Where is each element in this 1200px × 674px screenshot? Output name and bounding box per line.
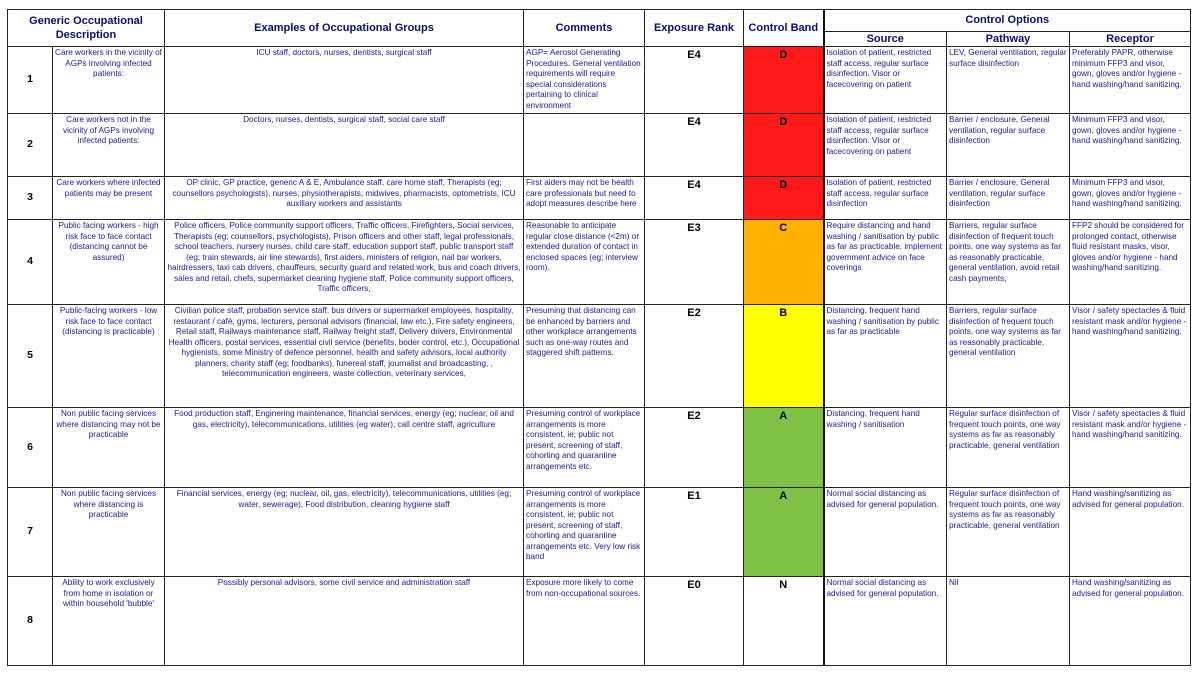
row-number: 6	[8, 408, 53, 488]
source-control: Distancing, frequent hand washing / sanitisation	[824, 408, 947, 488]
table-row	[8, 114, 1191, 177]
source-control: Require distancing and hand washing / sanitisation by public as far as practicable, implement government advice on face coverings	[824, 220, 947, 305]
occupational-groups: Civilian police staff, probation service staff, bus drivers or supermarket employees, hospitality, restaurant / café, gyms, lecturers, personal advisors (financial, law etc.), Fire safety engineers, Retail staff, Railways maintenance staff, Railway freight staff, Delivery drivers, Environmental Health officers, postal services, essential civil service (benefits, boder control, etc.), Occupational hygienists, some Ministry of defence personnel, health and safety advisors, local authority planners, charity staff (eg; foodbanks), funereal staff, journalist and broadcasting, , telecommunication engineers, waste collection, veterinary services,	[165, 305, 524, 408]
control-band: B	[744, 305, 824, 408]
occupational-description: Non public facing services where distancing may not be practicable	[53, 408, 165, 488]
pathway-control: Barriers, regular surface disinfection of frequent touch points, one way systems as far as reasonably practicable, general ventilation	[947, 305, 1070, 408]
control-band: D	[744, 114, 824, 177]
table-row	[8, 177, 1191, 220]
exposure-rank: E3	[645, 220, 744, 305]
header-control-options: Control Options	[824, 10, 1191, 32]
header-exposure-rank: Exposure Rank	[645, 10, 744, 47]
comments-cell: AGP= Aerosol Generating Procedures. General ventilation requirements will require special considerations pertaining to clinical environment	[524, 47, 645, 114]
row-number: 1	[8, 47, 53, 114]
comments-cell: Reasonable to anticipate regular close distance (<2m) or extended duration of contact in enclosed spaces (eg; interview room).	[524, 220, 645, 305]
receptor-control: Preferably PAPR, otherwise minimum FFP3 and visor, gown, gloves and/or hygiene - hand washing/hand sanitizing.	[1070, 47, 1191, 114]
row-number: 4	[8, 220, 53, 305]
occupational-groups: ICU staff, doctors, nurses, dentists, surgical staff	[165, 47, 524, 114]
control-band: D	[744, 177, 824, 220]
comments-cell	[524, 114, 645, 177]
comments-cell: Presuming control of workplace arrangements is more consistent, ie; public not present, screening of staff, cohorting and quarantine arrangements etc.	[524, 408, 645, 488]
header-pathway: Pathway	[947, 32, 1070, 47]
comments-cell: First aiders may not be health care professionals but need to adopt measures describe here	[524, 177, 645, 220]
exposure-rank: E2	[645, 408, 744, 488]
row-number: 8	[8, 577, 53, 666]
table-row	[8, 47, 1191, 114]
occupational-description: Public facing workers - high risk face to face contact (distancing cannot be assured)	[53, 220, 165, 305]
receptor-control: Minimum FFP3 and visor, gown, gloves and/or hygiene - hand washing/hand sanitizing.	[1070, 177, 1191, 220]
exposure-rank: E1	[645, 488, 744, 577]
pathway-control: Barrier / enclosure, General ventilation, regular surface disinfection	[947, 177, 1070, 220]
header-description: Generic Occupational Description	[8, 10, 165, 47]
comments-cell: Presuming that distancing can be enhanced by barriers and other workplace arrangements such as one-way routes and staggered shift patterns.	[524, 305, 645, 408]
pathway-control: LEV, General ventilation, regular surface disinfection	[947, 47, 1070, 114]
row-number: 3	[8, 177, 53, 220]
occupational-groups: Food production staff, Enginering maintenance, financial services, energy (eg; nuclear, oil and gas, electricity), telecommunications, utilities (eg water), call centre staff, agriculture	[165, 408, 524, 488]
control-band: A	[744, 488, 824, 577]
header-control-band: Control Band	[744, 10, 824, 47]
source-control: Normal social distancing as advised for general population.	[824, 577, 947, 666]
receptor-control: Minimum FFP3 and visor, gown, gloves and/or hygiene - hand washing/hand sanitizing.	[1070, 114, 1191, 177]
table-row	[8, 577, 1191, 666]
exposure-rank: E4	[645, 47, 744, 114]
control-band: N	[744, 577, 824, 666]
header-comments: Comments	[524, 10, 645, 47]
occupational-description: Public-facing workers - low risk face to face contact (distancing is practicable)	[53, 305, 165, 408]
control-band: C	[744, 220, 824, 305]
row-number: 7	[8, 488, 53, 577]
source-control: Normal social distancing as advised for general population.	[824, 488, 947, 577]
receptor-control: Visor / safety spectacles & fluid resistant mask and/or hygiene - hand washing/hand sanitizing.	[1070, 305, 1191, 408]
control-band: A	[744, 408, 824, 488]
occupational-description: Care workers not in the vicinity of AGPs involving infected patients:	[53, 114, 165, 177]
control-banding-table	[7, 9, 1191, 666]
occupational-description: Care workers where infected patients may be present	[53, 177, 165, 220]
pathway-control: Barrier / enclosure, General ventilation, regular surface disinfection	[947, 114, 1070, 177]
receptor-control: FFP2 should be considered for prolonged contact, otherwise fluid resistant masks, visor, gloves and/or hygiene - hand washing/hand sanitizing.	[1070, 220, 1191, 305]
header-groups: Examples of Occupational Groups	[165, 10, 524, 47]
exposure-rank: E2	[645, 305, 744, 408]
exposure-rank: E0	[645, 577, 744, 666]
occupational-groups: OP clinic, GP practice, generic A & E, Ambulance staff, care home staff, Therapists (eg; counsellors psychologists), nurses, physiotherapists, midwives, pharmacists, optometrists, ICU auxiliary workers and assistants	[165, 177, 524, 220]
source-control: Distancing, frequent hand washing / sanitisation by public as far as practicable	[824, 305, 947, 408]
occupational-groups: Financial services, energy (eg; nuclear, oil, gas, electricity), telecommunications, utilities (eg; water, sewerage), Food distribution, cleaning hygiene staff	[165, 488, 524, 577]
occupational-groups: Police officers, Police community support officers, Traffic officers, Firefighters, Social services, Therapists (eg; counsellors, psychologists), Prison officers and other staff, legal professionals, school teachers, nursery nurses, child care staff, education support staff, public transport staff (eg; train stewards, air line stewards), first aiders, ministers of religion, nail bar workers, hairdressers, taxi cab drivers, chauffeurs, security guard and related work, bus and coach drivers, sales and retail, chefs, supermarket cleaning hygiene staff, Police community support officers, Traffic officers,	[165, 220, 524, 305]
occupational-description: Care workers in the vicinity of AGPs involving infected patients:	[53, 47, 165, 114]
table-row	[8, 220, 1191, 305]
pathway-control: Regular surface disinfection of frequent touch points, one way systems as far as reasonably practicable, general ventilation	[947, 408, 1070, 488]
pathway-control: Barriers, regular surface disinfection of frequent touch points, one way systems as far as reasonably practicable, general ventilation, avoid retail cash payments,	[947, 220, 1070, 305]
pathway-control: Regular surface disinfection of frequent touch points, one way systems as far as reasonably practicable, general ventilation	[947, 488, 1070, 577]
source-control: Isolation of patient, restricted staff access, regular surface disinfection. Visor or facecovering on patient	[824, 114, 947, 177]
source-control: Isolation of patient, restricted staff access, regular surface disinfection	[824, 177, 947, 220]
header-receptor: Receptor	[1070, 32, 1191, 47]
comments-cell: Exposure more likely to come from non-occupational sources.	[524, 577, 645, 666]
table-row	[8, 488, 1191, 577]
occupational-description: Ability to work exclusively from home in isolation or within household 'bubble'	[53, 577, 165, 666]
table-row	[8, 408, 1191, 488]
occupational-groups: Possibly personal advisors, some civil service and administration staff	[165, 577, 524, 666]
header-source: Source	[824, 32, 947, 47]
occupational-groups: Doctors, nurses, dentists, surgical staff, social care staff	[165, 114, 524, 177]
control-band: D	[744, 47, 824, 114]
occupational-description: Non public facing services where distancing is practicable	[53, 488, 165, 577]
comments-cell: Presuming control of workplace arrangements is more consistent, ie; public not present, screening of staff, cohorting and quarantine arrangements etc. Very low risk band	[524, 488, 645, 577]
receptor-control: Hand washing/sanitizing as advised for general population.	[1070, 577, 1191, 666]
receptor-control: Hand washing/sanitizing as advised for general population.	[1070, 488, 1191, 577]
exposure-rank: E4	[645, 177, 744, 220]
exposure-rank: E4	[645, 114, 744, 177]
row-number: 2	[8, 114, 53, 177]
receptor-control: Visor / safety spectacles & fluid resistant mask and/or hygiene - hand washing/hand sanitizing.	[1070, 408, 1191, 488]
table-row	[8, 305, 1191, 408]
source-control: Isolation of patient, restricted staff access, regular surface disinfection. Visor or facecovering on patient	[824, 47, 947, 114]
pathway-control: Nil	[947, 577, 1070, 666]
row-number: 5	[8, 305, 53, 408]
